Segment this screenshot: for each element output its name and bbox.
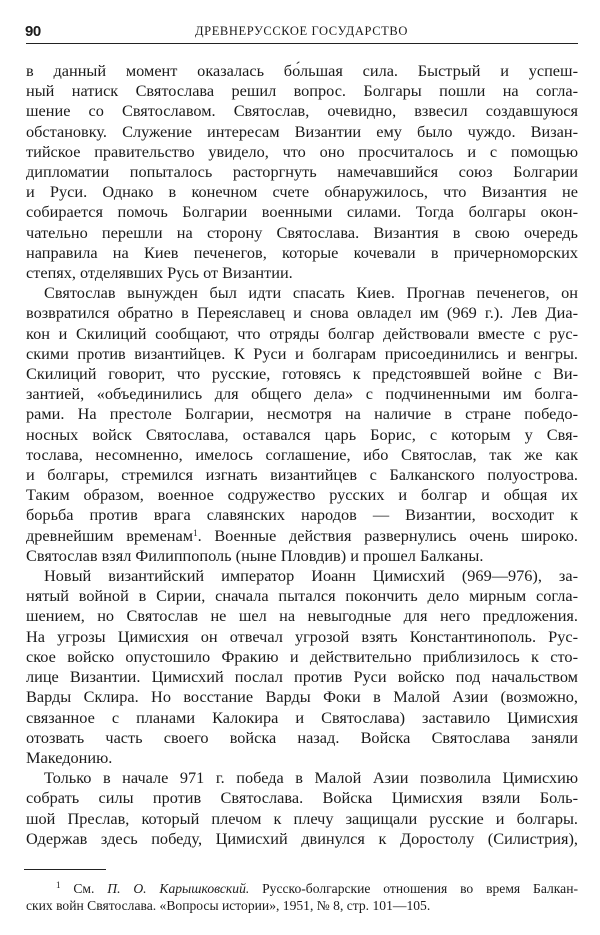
text-line: ный натиск Святослава решил вопрос. Болгары пошли на согла-	[26, 81, 578, 101]
text-line: лице Византии. Цимисхий послал против Руси войско под начальством	[26, 667, 578, 687]
text-line: собрать силы против Святослава. Войска Цимисхия взяли Боль-	[26, 788, 578, 808]
text-line: рами. На престоле Болгарии, несмотря на наличие в стране победо-	[26, 404, 578, 424]
text-line: возвратился обратно в Переяславец и снова овладел им (969 г.). Лев Диа-	[26, 303, 578, 323]
text-line: направила на Киев печенегов, которые кочевали в причерноморских	[26, 242, 578, 262]
text-segment: . Военные действия развернулись очень широко.	[197, 525, 578, 545]
text-line: Одержав здесь победу, Цимисхий двинулся к Доростолу (Силистрия),	[26, 828, 578, 848]
paragraph	[26, 566, 578, 768]
text-line: ское войско опустошило Фракию и действительно приблизилось к сто-	[26, 646, 578, 666]
text-line: Только в начале 971 г. победа в Малой Азии позволила Цимисхию	[44, 768, 578, 788]
page-header	[25, 20, 578, 44]
text-line: чательно перешли на сторону Святослава. Византия в свою очередь	[26, 222, 578, 242]
text-line: Святослав вынужден был идти спасать Киев. Прогнав печенегов, он	[44, 283, 578, 303]
header-rule	[26, 43, 578, 44]
footnote-number: 1	[56, 880, 61, 890]
footnote-line	[26, 880, 578, 897]
paragraph	[26, 61, 578, 283]
paragraph	[26, 768, 578, 849]
body-text	[26, 61, 578, 849]
footnotes	[26, 880, 578, 914]
text-line: нятый войной в Сирии, сначала пытался покончить дело мирным согла-	[26, 586, 578, 606]
text-line: тослава, несомненно, имелось соглашение, ибо Святослав, так же как	[26, 444, 578, 464]
text-line: шением, но Святослав не шел на невыгодные для него предложения.	[26, 606, 578, 626]
text-line: Таким образом, военное содружество русских и болгар и общая их	[26, 485, 578, 505]
text-line: шой Преслав, который плечом к плечу защищали русские и болгары.	[26, 808, 578, 828]
footnote-title: Русско-болгарские отношения во время Балкан-	[262, 881, 578, 896]
text-line: и Руси. Однако в конечном счете обнаружилось, что Византия не	[26, 182, 578, 202]
text-line: и болгары, стремился изгнать византийцев с Балканского полуострова.	[26, 465, 578, 485]
page-number: 90	[25, 23, 41, 40]
text-line: отозвать часть своего войска назад. Войска Святослава заняли	[26, 727, 578, 747]
text-line: скими против византийцев. К Руси и болгарам присоединились и венгры.	[26, 343, 578, 363]
footnote-line: ских войн Святослава. «Вопросы истории», 1951, № 8, стр. 101—105.	[26, 898, 431, 913]
text-line: Варды Склира. Но восстание Варды Фоки в Малой Азии (возможно,	[26, 687, 578, 707]
text-line: зантией, «объединились для общего дела» с подчиненными им болга-	[26, 384, 578, 404]
text-line: обстановку. Служение интересам Византии ему было чуждо. Визан-	[26, 121, 578, 141]
text-line: Святослав взял Филиппополь (ныне Пловдив) и прошел Балканы.	[26, 545, 484, 565]
text-line: тийское правительство увидело, что оно просчиталось и с помощью	[26, 141, 578, 161]
text-line: Скилиций говорит, что русские, готовясь к предстоявшей войне с Ви-	[26, 364, 578, 384]
text-line: На угрозы Цимисхия он отвечал угрозой взять Константинополь. Рус-	[26, 626, 578, 646]
text-line: Новый византийский император Иоанн Цимисхий (969—976), за-	[44, 566, 578, 586]
text-line: кон и Скилиций сообщают, что отряды болгар действовали вместе с рус-	[26, 323, 578, 343]
footnote-rule	[24, 869, 106, 870]
running-title: ДРЕВНЕРУССКОЕ ГОСУДАРСТВО	[195, 24, 408, 38]
text-segment: древнейшим временам	[26, 525, 194, 545]
footnote	[26, 880, 578, 914]
text-line: собирается помочь Болгарии военными силами. Тогда болгары окон-	[26, 202, 578, 222]
text-line: степях, отделявших Русь от Византии.	[26, 263, 293, 283]
text-line: носных войск Святослава, оставался царь Борис, с которым у Свя-	[26, 424, 578, 444]
footnote-prefix: См.	[73, 881, 95, 896]
text-line: связанное с планами Калокира и Святослава) заставило Цимисхия	[26, 707, 578, 727]
footnote-author: П. О. Карышковский.	[107, 881, 250, 896]
text-line-with-footnote	[26, 526, 578, 546]
paragraph	[26, 283, 578, 566]
footnote-reference[interactable]: 1	[193, 527, 198, 538]
text-line: в данный момент оказалась бо́льшая сила. Быстрый и успеш-	[26, 61, 578, 80]
text-line: шение со Святославом. Святослав, очевидно, взвесил создавшуюся	[26, 101, 578, 121]
text-line: дипломатии попыталось расторгнуть намечавшийся союз Болгарии	[26, 162, 578, 182]
text-line: борьба против врага славянских народов — Византии, восходит к	[26, 505, 578, 525]
text-line: Македонию.	[26, 747, 113, 767]
